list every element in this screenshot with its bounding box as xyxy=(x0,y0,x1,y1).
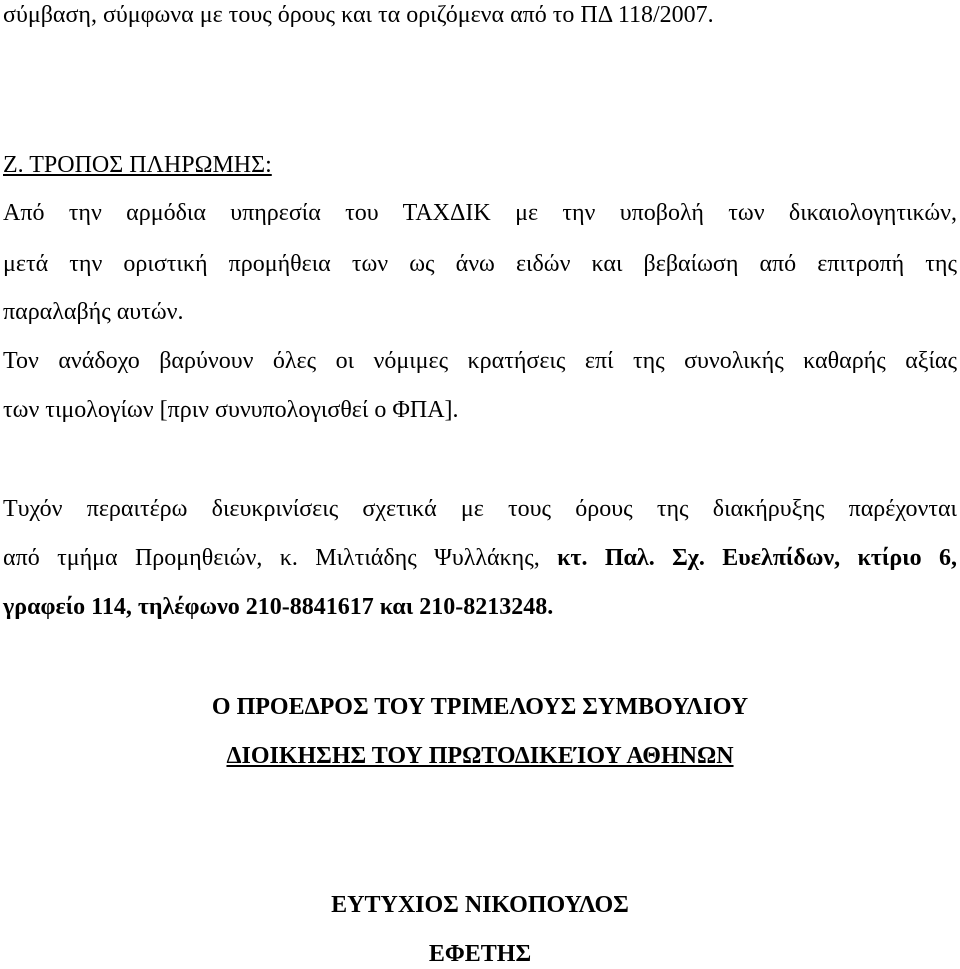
signature-title-line1: Ο ΠΡΟΕΔΡΟΣ ΤΟΥ ΤΡΙΜΕΛΟΥΣ ΣΥΜΒΟΥΛΙΟΥ xyxy=(211,694,749,720)
payment-para1-line2: μετά την οριστική προμήθεια των ως άνω ειδών και βεβαίωση από επιτροπή της xyxy=(3,251,957,277)
info-para-line2-regular: από τμήμα Προμηθειών, κ. Μιλτιάδης Ψυλλάκης, xyxy=(3,545,558,571)
info-para-line2-bold: κτ. Παλ. Σχ. Ευελπίδων, κτίριο 6, xyxy=(557,545,957,571)
info-para-line2 xyxy=(3,543,957,573)
info-para-line3: γραφείο 114, τηλέφωνο 210-8841617 και 210-8213248. xyxy=(3,594,554,620)
payment-para2-line2: των τιμολογίων [πριν συνυπολογισθεί ο ΦΠΑ]. xyxy=(3,397,459,423)
payment-heading: Ζ. ΤΡΟΠΟΣ ΠΛΗΡΩΜΗΣ: xyxy=(3,152,272,178)
payment-para1-line1: Από την αρμόδια υπηρεσία του ΤΑΧΔΙΚ με την υποβολή των δικαιολογητικών, xyxy=(3,200,957,226)
signature-name: ΕΥΤΥΧΙΟΣ ΝΙΚΟΠΟΥΛΟΣ xyxy=(331,892,629,918)
info-para-line1: Τυχόν περαιτέρω διευκρινίσεις σχετικά με τους όρους της διακήρυξης παρέχονται xyxy=(3,496,957,522)
signature-role: ΕΦΕΤΗΣ xyxy=(428,941,532,967)
payment-para1-line3: παραλαβής αυτών. xyxy=(3,299,184,325)
intro-line: σύμβαση, σύμφωνα με τους όρους και τα οριζόμενα από το ΠΔ 118/2007. xyxy=(3,2,714,28)
payment-para2-line1: Τον ανάδοχο βαρύνουν όλες οι νόμιμες κρατήσεις επί της συνολικής καθαρής αξίας xyxy=(3,348,957,374)
signature-title-line2: ΔΙΟΙΚΗΣΗΣ ΤΟΥ ΠΡΩΤΟΔΙΚΕΊΟΥ ΑΘΗΝΩΝ xyxy=(226,743,734,769)
